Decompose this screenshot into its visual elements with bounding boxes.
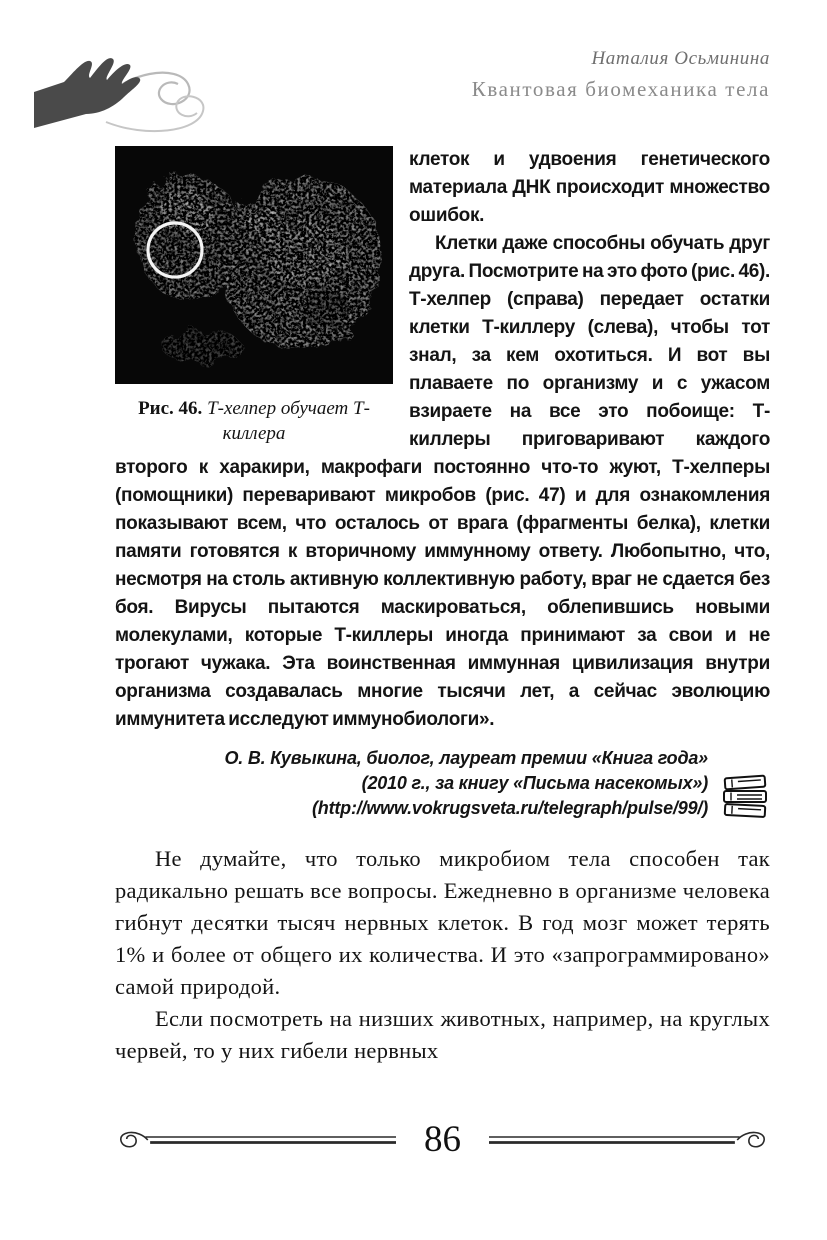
attribution-line-3: (http://www.vokrugsveta.ru/telegraph/pulse/99/) <box>311 798 708 818</box>
cell-micrograph-image <box>115 146 393 384</box>
body-paragraph-2: Если посмотреть на низших животных, например, на круглых червей, то у них гибели нервных <box>115 1006 770 1063</box>
author-name: Наталия Осьминина <box>591 48 770 69</box>
quote-paragraph-2: Клетки даже способны обучать друг друга. Посмотрите на это фото (рис. 46). Т-хелпер (справа) передает остатки клетки Т-киллеру (слева), чтобы тот знал, за кем охотиться. И вот вы плаваете по организму и с ужасом взираете на все это побоище: Т-киллеры приговаривают каждого второго к харакири, макрофаги постоянно что-то жуют, Т-хелперы (помощники) переваривают микробов (рис. 47) и для ознакомления показывают всем, что осталось от врага (фрагменты белка), клетки памяти готовятся к вторичному иммунному ответу. Любопытно, что, несмотря на столь активную коллективную работу, враг не сдается без боя. Вирусы пытаются маскироваться, облепившись новыми молекулами, которые Т-киллеры иногда принимают за свои и не трогают чужака. Эта воинственная иммунная цивилизация внутри организма создавалась многие тысячи лет, а сейчас эволюцию иммунитета исследуют иммунобиологи». <box>115 233 770 730</box>
footer-ornament-left <box>115 1127 396 1153</box>
figure-caption-label: Рис. 46. <box>138 398 203 419</box>
cell-micrograph-svg <box>115 146 393 384</box>
book-title: Квантовая биомеханика тела <box>471 77 770 101</box>
attribution-line-1: О. В. Кувыкина, биолог, лауреат премии «Книга года» <box>224 748 708 768</box>
body-paragraph-1: Не думайте, что только микробиом тела способен так радикально решать все вопросы. Ежедневно в организме человека гибнут десятки тысяч нервных клеток. В год мозг может терять 1% и более от общего их количества. И это «запрограммировано» самой природой. <box>115 846 770 999</box>
page-number: 86 <box>424 1119 461 1160</box>
figure-caption-text: Т-хелпер обучает Т-киллера <box>207 398 370 444</box>
page-footer <box>115 1118 770 1162</box>
quote-paragraph-1: клеток и удвоения генетического материала ДНК происходит множество ошибок. <box>409 149 770 226</box>
attribution-line-2: (2010 г., за книгу «Письма насекомых») <box>361 773 708 793</box>
hand-ornament-illustration <box>34 50 229 155</box>
figure-46 <box>115 146 393 446</box>
running-head <box>472 48 770 102</box>
body-text <box>115 843 770 1067</box>
books-icon <box>720 774 770 820</box>
page-content <box>115 146 770 1067</box>
footer-ornament-right <box>489 1127 770 1153</box>
hand-icon <box>34 50 229 155</box>
figure-caption <box>115 396 393 446</box>
quote-attribution <box>115 746 770 821</box>
